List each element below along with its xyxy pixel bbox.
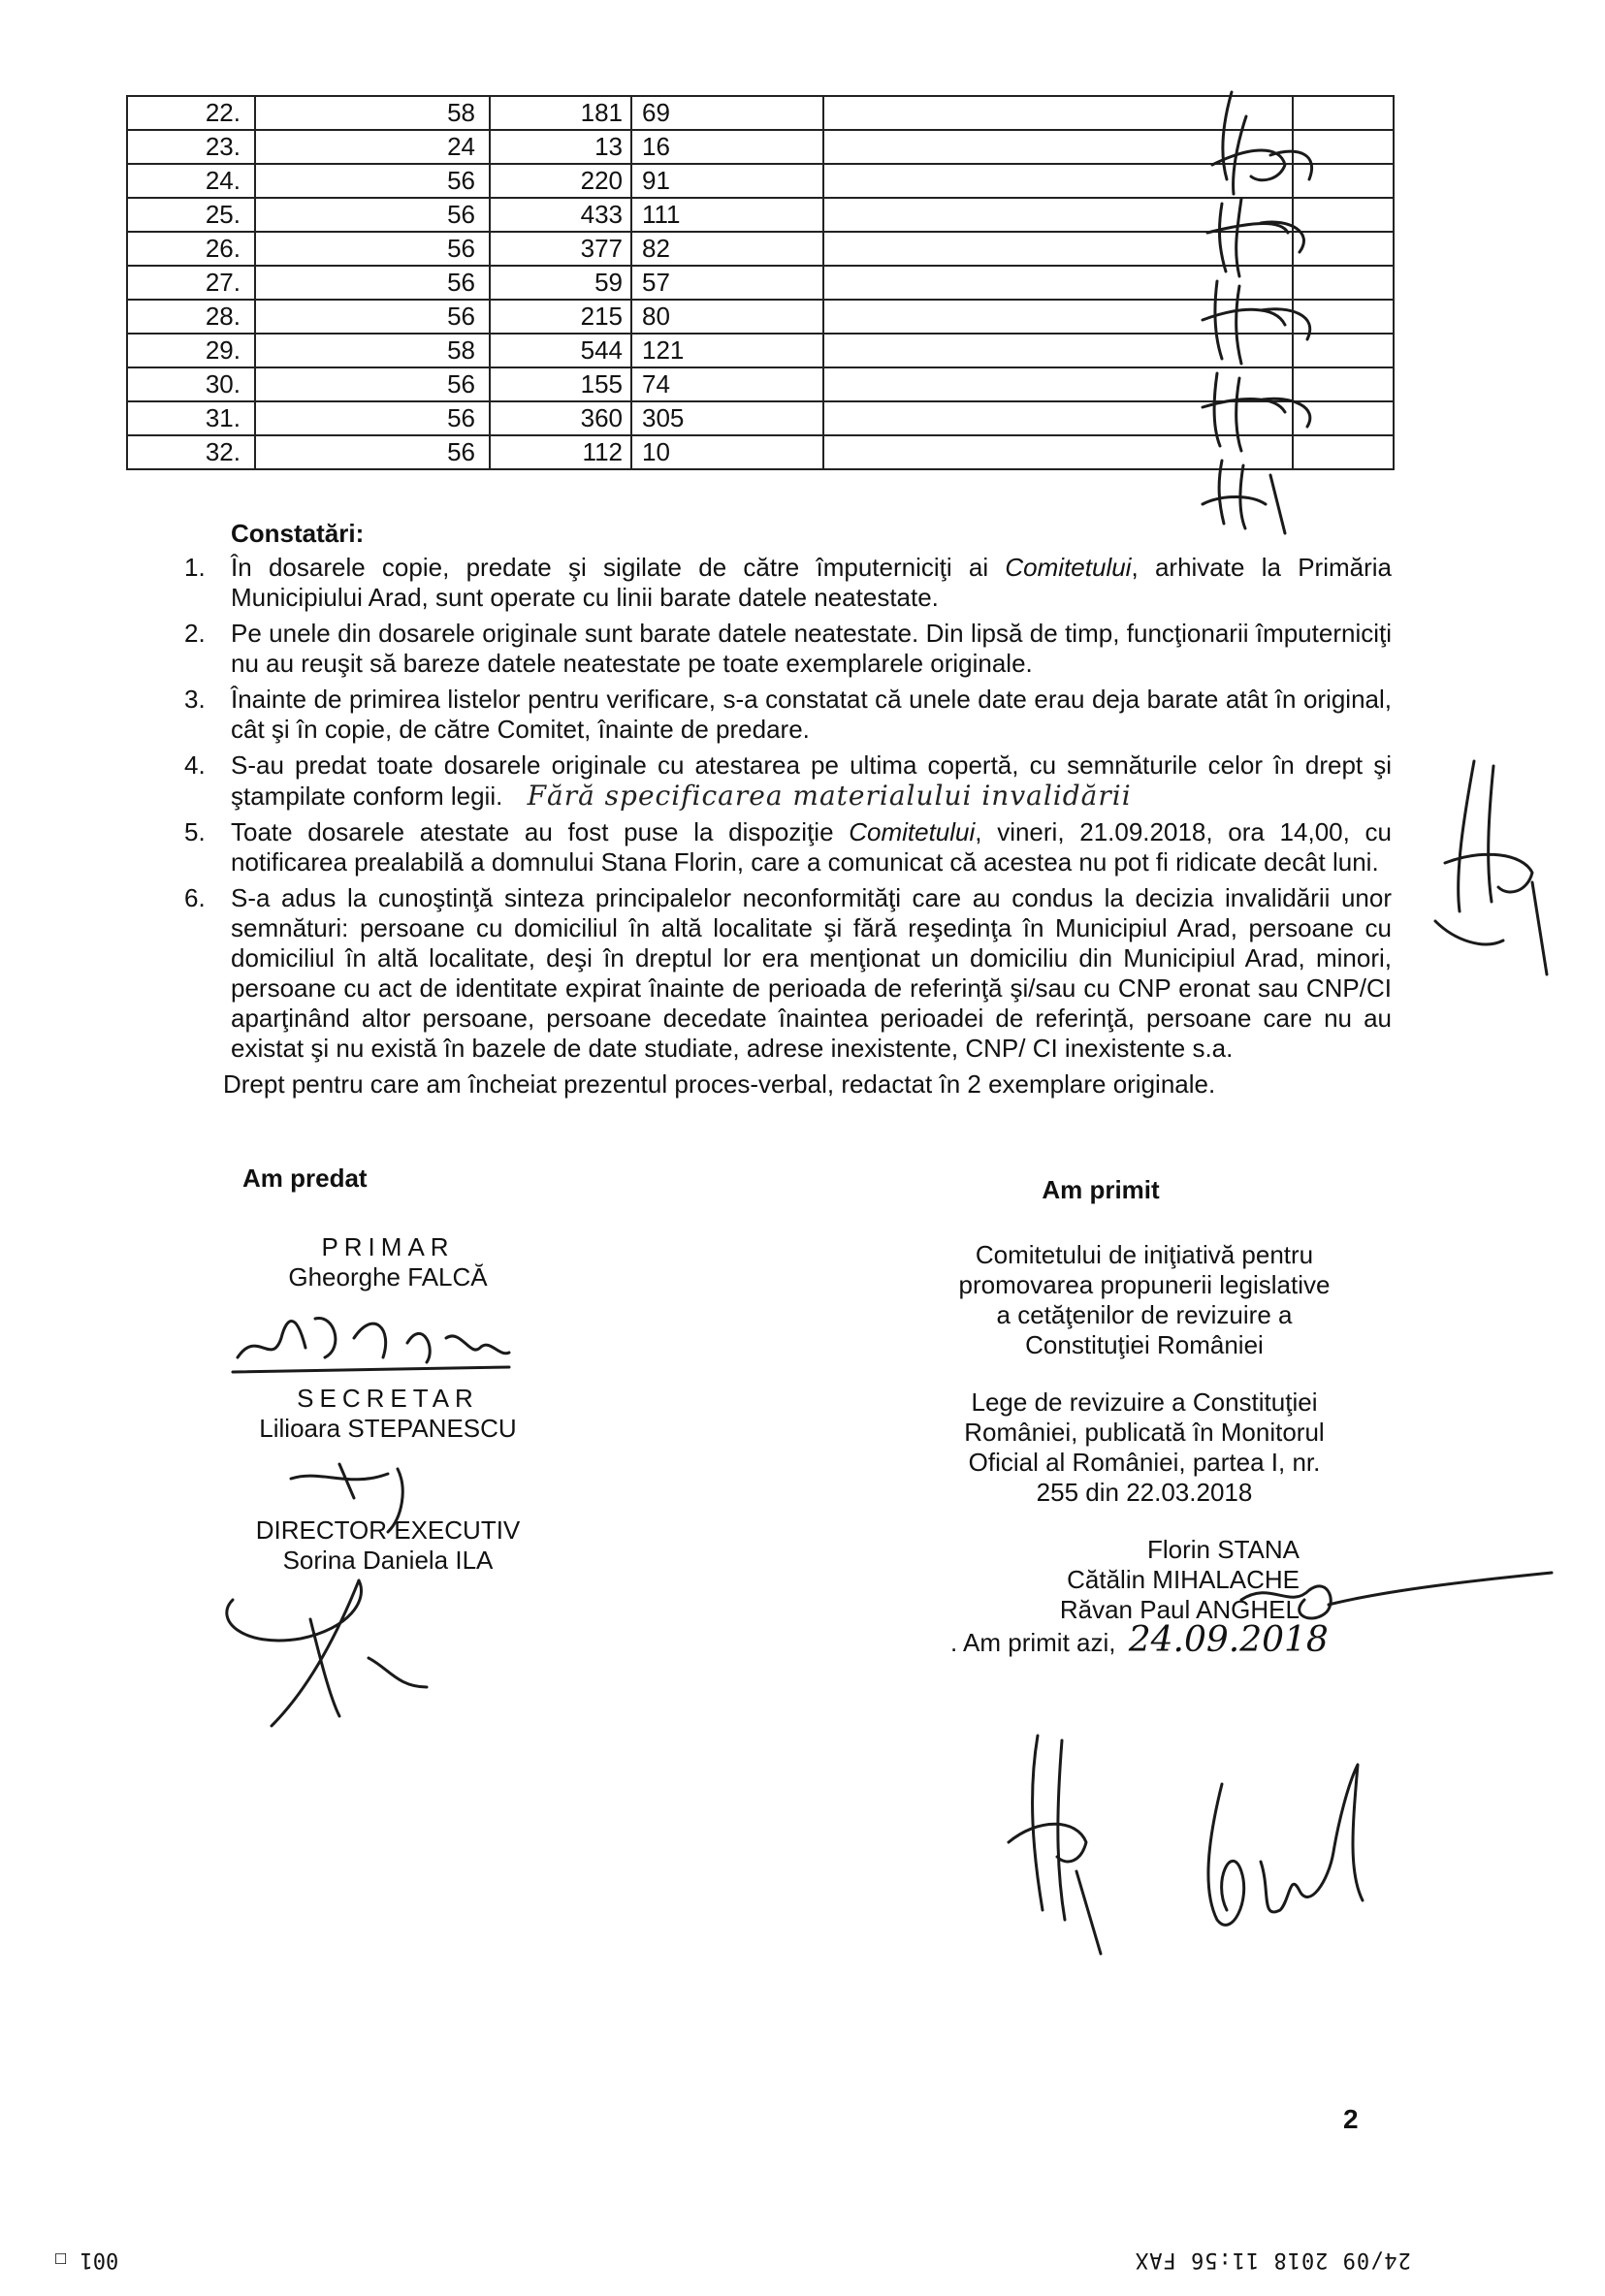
fax-timestamp: 24/09 2018 11:56 FAX <box>1135 2248 1411 2272</box>
value-a-cell: 56 <box>255 367 490 401</box>
value-b-cell: 215 <box>490 300 631 334</box>
value-a-cell: 58 <box>255 334 490 367</box>
signer-name: Florin STANA <box>1147 1535 1300 1564</box>
committee-name <box>950 1240 1338 1360</box>
value-b-cell: 13 <box>490 130 631 164</box>
row-number-cell: 29. <box>127 334 255 367</box>
value-c-cell: 111 <box>631 198 823 232</box>
value-c-cell: 69 <box>631 96 823 130</box>
committee-line: Constituţiei României <box>1025 1330 1264 1359</box>
value-b-cell: 360 <box>490 401 631 435</box>
value-c-cell: 57 <box>631 266 823 300</box>
person-name-secretar: Lilioara STEPANESCU <box>259 1414 517 1443</box>
value-c-cell: 80 <box>631 300 823 334</box>
role-title-primar: PRIMAR <box>321 1232 455 1261</box>
observation-text: S-a adus la cunoştinţă sinteza principalelor neconformităţi care au condus la decizia invalidării unor semnături: persoane cu domiciliul în altă localitate şi fără reşedinţa în Municipiul Arad, persoane cu domiciliul în altă localitate, deşi în dreptul lor era menţionat un domiciliu din Municipiul Arad, minori, persoane cu act de identitate expirat înainte de perioada de referinţă şi/sau cu CNP eronat sau CNP/CI aparţinând altor persoane, persoane decedate înaintea perioadei de referinţă, persoane care nu au existat şi nu există în bazele de date studiate, adrese inexistente, CNP/ CI inexistente s.a. <box>231 883 1392 1063</box>
value-a-cell: 56 <box>255 164 490 198</box>
committee-line: Comitetului de iniţiativă pentru <box>975 1240 1314 1269</box>
received-heading: Am primit <box>1042 1175 1160 1204</box>
value-a-cell: 56 <box>255 198 490 232</box>
fax-box-icon: ☐ <box>54 2248 68 2272</box>
row-number-cell: 28. <box>127 300 255 334</box>
observation-text: În dosarele copie, predate şi sigilate de către împuterniciţi ai <box>231 553 1006 582</box>
handed-over-heading: Am predat <box>242 1164 368 1193</box>
observations-section <box>184 519 1392 1100</box>
observation-text: Toate dosarele atestate au fost puse la dispoziţie <box>231 817 850 846</box>
committee-line: promovarea propunerii legislative <box>958 1270 1331 1299</box>
table-signatures <box>1193 87 1387 533</box>
value-c-cell: 10 <box>631 435 823 469</box>
value-b-cell: 59 <box>490 266 631 300</box>
observation-number: 3. <box>184 685 206 714</box>
role-title-director: DIRECTOR EXECUTIV <box>255 1515 521 1545</box>
observations-title: Constatări: <box>231 519 365 548</box>
law-line: Lege de revizuire a Constituţiei <box>971 1387 1318 1417</box>
law-reference <box>950 1387 1338 1508</box>
observation-number: 6. <box>184 883 206 912</box>
secretar-signature-drawing <box>281 1459 436 1537</box>
observation-italic: Comitetului <box>849 817 976 846</box>
fax-page-count: 001 <box>80 2248 119 2272</box>
value-b-cell: 155 <box>490 367 631 401</box>
closing-statement: Drept pentru care am încheiat prezentul proces-verbal, redactat în 2 exemplare originale. <box>223 1069 1216 1099</box>
observation-2 <box>184 619 1392 679</box>
signer-name: Cătălin MIHALACHE <box>1067 1565 1300 1594</box>
director-signature-drawing <box>194 1561 446 1736</box>
value-b-cell: 181 <box>490 96 631 130</box>
committee-line: a cetăţenilor de revizuire a <box>996 1300 1293 1329</box>
value-b-cell: 433 <box>490 198 631 232</box>
observation-italic: Comitetului <box>1005 553 1132 582</box>
row-number-cell: 23. <box>127 130 255 164</box>
value-a-cell: 24 <box>255 130 490 164</box>
value-a-cell: 56 <box>255 232 490 266</box>
row-number-cell: 26. <box>127 232 255 266</box>
person-name-primar: Gheorghe FALCĂ <box>288 1262 488 1292</box>
observation-4 <box>184 750 1392 812</box>
value-c-cell: 91 <box>631 164 823 198</box>
observation-5 <box>184 817 1392 877</box>
received-date: 24.09.2018 <box>1128 1620 1329 1660</box>
law-line: 255 din 22.03.2018 <box>1036 1478 1253 1507</box>
value-c-cell: 82 <box>631 232 823 266</box>
value-c-cell: 305 <box>631 401 823 435</box>
observation-text: Pe unele din dosarele originale sunt barate datele neatestate. Din lipsă de timp, funcţionarii împuterniciţi nu au reuşit să bareze datele neatestate pe toate exemplarele originale. <box>231 619 1392 678</box>
value-b-cell: 544 <box>490 334 631 367</box>
value-c-cell: 16 <box>631 130 823 164</box>
row-number-cell: 22. <box>127 96 255 130</box>
value-c-cell: 121 <box>631 334 823 367</box>
primar-signature-drawing <box>228 1290 519 1387</box>
observation-3 <box>184 685 1392 745</box>
signer-name: Răvan Paul ANGHEL <box>1059 1595 1300 1624</box>
value-a-cell: 58 <box>255 96 490 130</box>
row-number-cell: 24. <box>127 164 255 198</box>
row-number-cell: 30. <box>127 367 255 401</box>
value-c-cell: 74 <box>631 367 823 401</box>
received-label: . Am primit azi, <box>950 1628 1116 1657</box>
page-number: 2 <box>1343 2104 1359 2134</box>
value-a-cell: 56 <box>255 300 490 334</box>
fax-page-counter <box>54 2248 118 2272</box>
law-line: României, publicată în Monitorul <box>964 1418 1325 1447</box>
bottom-signatures-drawing <box>999 1726 1426 1959</box>
value-a-cell: 56 <box>255 435 490 469</box>
observation-number: 1. <box>184 553 206 582</box>
role-title-secretar: SECRETAR <box>297 1384 479 1413</box>
observation-text: , arhivate la Primăria Municipiului Arad, sunt operate cu linii barate datele neatestate. <box>231 553 1392 612</box>
value-b-cell: 112 <box>490 435 631 469</box>
handwritten-note: Fără specificarea materialului invalidării <box>527 780 1132 812</box>
row-number-cell: 31. <box>127 401 255 435</box>
value-b-cell: 377 <box>490 232 631 266</box>
observation-1 <box>184 553 1392 613</box>
row-number-cell: 27. <box>127 266 255 300</box>
observation-number: 2. <box>184 619 206 648</box>
observation-text: S-au predat toate dosarele originale cu atestarea pe ultima copertă, cu semnăturile celor în drept şi ştampilate conform legii. <box>231 750 1392 811</box>
observation-number: 4. <box>184 750 206 780</box>
value-b-cell: 220 <box>490 164 631 198</box>
row-number-cell: 25. <box>127 198 255 232</box>
observation-text: Înainte de primirea listelor pentru verificare, s-a constatat că unele date erau deja barate atât în original, cât şi în copie, de către Comitet, înainte de predare. <box>231 685 1392 744</box>
row-number-cell: 32. <box>127 435 255 469</box>
observation-number: 5. <box>184 817 206 846</box>
observation-text: , vineri, 21.09.2018, ora 14,00, cu notificarea prealabilă a domnului Stana Florin, care a comunicat că acestea nu pot fi ridicate decât luni. <box>231 817 1392 877</box>
observation-6 <box>184 883 1392 1064</box>
margin-signature <box>1406 756 1552 979</box>
value-a-cell: 56 <box>255 266 490 300</box>
value-a-cell: 56 <box>255 401 490 435</box>
signers-signature-drawing <box>1232 1561 1561 1639</box>
law-line: Oficial al României, partea I, nr. <box>968 1448 1321 1477</box>
person-name-director: Sorina Daniela ILA <box>282 1546 494 1575</box>
